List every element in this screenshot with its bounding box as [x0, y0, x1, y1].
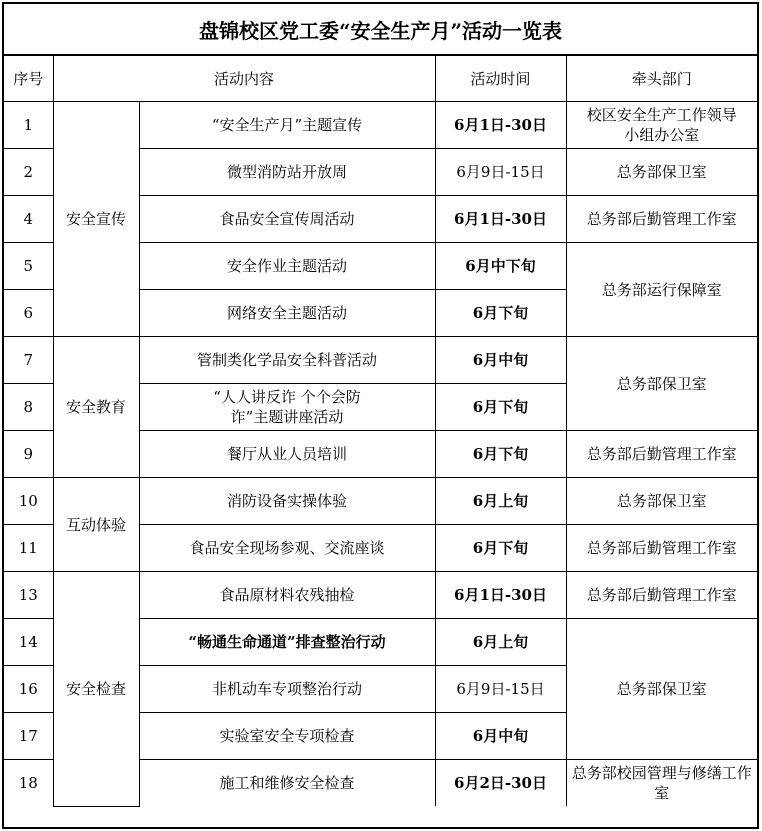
row-content: 实验室安全专项检查 — [139, 713, 435, 760]
table-header-row — [4, 56, 757, 102]
row-dept: 总务部后勤管理工作室 — [566, 196, 757, 243]
header-no: 序号 — [4, 56, 53, 102]
header-time: 活动时间 — [435, 56, 566, 102]
row-time: 6月下旬 — [435, 290, 566, 337]
row-no: 14 — [4, 619, 53, 666]
row-dept: 总务部后勤管理工作室 — [566, 431, 757, 478]
category-cell: 互动体验 — [53, 478, 139, 572]
row-dept: 总务部校园管理与修缮工作室 — [566, 760, 757, 807]
row-time: 6月上旬 — [435, 619, 566, 666]
row-content: 管制类化学品安全科普活动 — [139, 337, 435, 384]
row-time: 6月1日-30日 — [435, 102, 566, 149]
row-no: 16 — [4, 666, 53, 713]
row-no: 5 — [4, 243, 53, 290]
page-title: 盘锦校区党工委“安全生产月”活动一览表 — [4, 4, 757, 56]
category-cell: 安全检查 — [53, 572, 139, 807]
row-time: 6月中旬 — [435, 337, 566, 384]
header-content: 活动内容 — [53, 56, 435, 102]
row-no: 7 — [4, 337, 53, 384]
row-no: 17 — [4, 713, 53, 760]
category-cell: 安全宣传 — [53, 102, 139, 337]
row-time: 6月下旬 — [435, 431, 566, 478]
row-no: 8 — [4, 384, 53, 431]
activity-table-document — [2, 2, 759, 829]
row-dept: 总务部保卫室 — [566, 619, 757, 760]
row-no: 4 — [4, 196, 53, 243]
row-content: 微型消防站开放周 — [139, 149, 435, 196]
row-dept: 总务部保卫室 — [566, 337, 757, 431]
row-dept: 总务部后勤管理工作室 — [566, 525, 757, 572]
row-no: 1 — [4, 102, 53, 149]
row-time: 6月1日-30日 — [435, 572, 566, 619]
row-content: 非机动车专项整治行动 — [139, 666, 435, 713]
table-row — [4, 478, 757, 525]
row-no: 18 — [4, 760, 53, 807]
row-content: 餐厅从业人员培训 — [139, 431, 435, 478]
row-time: 6月中下旬 — [435, 243, 566, 290]
row-content: 安全作业主题活动 — [139, 243, 435, 290]
row-no: 10 — [4, 478, 53, 525]
table-row — [4, 572, 757, 619]
header-dept: 牵头部门 — [566, 56, 757, 102]
row-time: 6月2日-30日 — [435, 760, 566, 807]
row-time: 6月下旬 — [435, 525, 566, 572]
table-row — [4, 337, 757, 384]
row-time: 6月上旬 — [435, 478, 566, 525]
table-row — [4, 102, 757, 149]
row-time: 6月9日-15日 — [435, 666, 566, 713]
row-no: 11 — [4, 525, 53, 572]
row-dept: 总务部运行保障室 — [566, 243, 757, 337]
row-content: 食品原材料农残抽检 — [139, 572, 435, 619]
row-time: 6月下旬 — [435, 384, 566, 431]
row-time: 6月中旬 — [435, 713, 566, 760]
row-content: 消防设备实操体验 — [139, 478, 435, 525]
row-content: 施工和维修安全检查 — [139, 760, 435, 807]
row-content: “安全生产月”主题宣传 — [139, 102, 435, 149]
activity-table — [4, 56, 757, 807]
row-content: 食品安全现场参观、交流座谈 — [139, 525, 435, 572]
row-dept: 校区安全生产工作领导小组办公室 — [566, 102, 757, 149]
row-content: “人人讲反诈 个个会防诈”主题讲座活动 — [139, 384, 435, 431]
row-no: 2 — [4, 149, 53, 196]
row-content: 食品安全宣传周活动 — [139, 196, 435, 243]
category-cell: 安全教育 — [53, 337, 139, 478]
row-time: 6月1日-30日 — [435, 196, 566, 243]
row-dept: 总务部保卫室 — [566, 149, 757, 196]
row-no: 9 — [4, 431, 53, 478]
row-no: 13 — [4, 572, 53, 619]
row-no: 6 — [4, 290, 53, 337]
row-time: 6月9日-15日 — [435, 149, 566, 196]
row-content: 网络安全主题活动 — [139, 290, 435, 337]
row-dept: 总务部保卫室 — [566, 478, 757, 525]
row-dept: 总务部后勤管理工作室 — [566, 572, 757, 619]
row-content: “畅通生命通道”排查整治行动 — [139, 619, 435, 666]
